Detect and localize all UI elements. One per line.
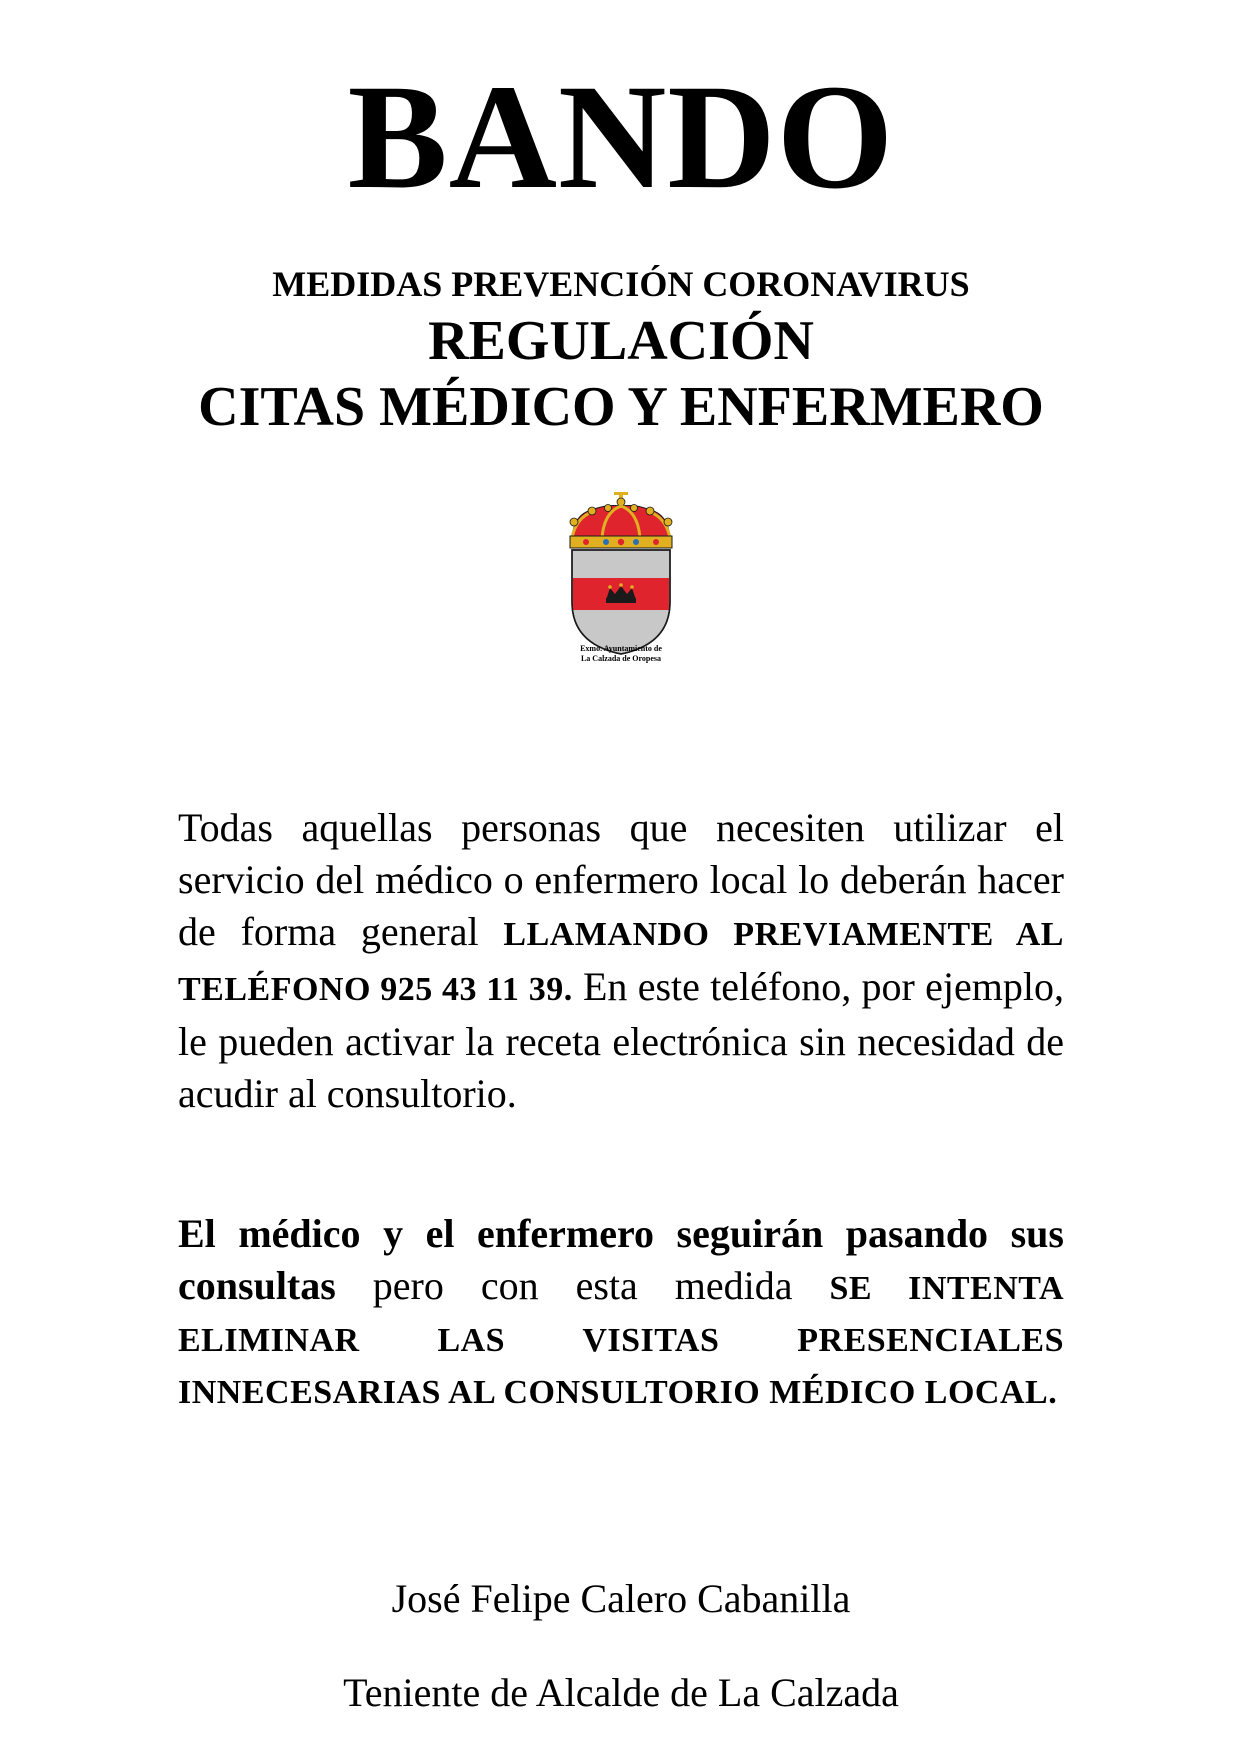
paragraph-instructions [178,802,1064,1120]
coat-of-arms-icon [562,492,680,662]
signatory-name: José Felipe Calero Cabanilla [391,1576,851,1621]
subtitle-prevention: MEDIDAS PREVENCIÓN CORONAVIRUS [272,264,970,304]
paragraph-measure [178,1208,1064,1416]
crest-caption-line2: La Calzada de Oropesa [580,654,662,663]
paragraph-instructions-text1: Todas aquellas personas que necesiten utilizar el servicio del médico o enfermero local lo deberán hacer de forma general [178,805,1064,954]
shield-icon [572,550,670,654]
consultations-continue-notice: El médico y el enfermero seguirán pasando sus consultas [178,1211,1064,1308]
crown-icon [570,492,672,548]
paragraph-instructions-text2: En este teléfono, por ejemplo, le pueden activar la receta electrónica sin necesidad de acudir al consultorio. [178,964,1064,1116]
document-title: BANDO [347,54,895,220]
phone-call-notice: LLAMANDO PREVIAMENTE AL TELÉFONO 925 43 11 39. [178,916,1064,1008]
signatory-role: Teniente de Alcalde de La Calzada [343,1670,899,1715]
crest-caption-line1: Exmo. Ayuntamiento de [580,644,662,653]
subtitle-regulation: REGULACIÓN [428,310,814,372]
visits-elimination-notice: SE INTENTA ELIMINAR LAS VISITAS PRESENCIALES INNECESARIAS AL CONSULTORIO MÉDICO LOCAL. [178,1270,1064,1411]
subtitle-appointments: CITAS MÉDICO Y ENFERMERO [198,376,1044,438]
crest-caption [540,644,702,664]
paragraph-measure-text: pero con esta medida [335,1263,830,1308]
